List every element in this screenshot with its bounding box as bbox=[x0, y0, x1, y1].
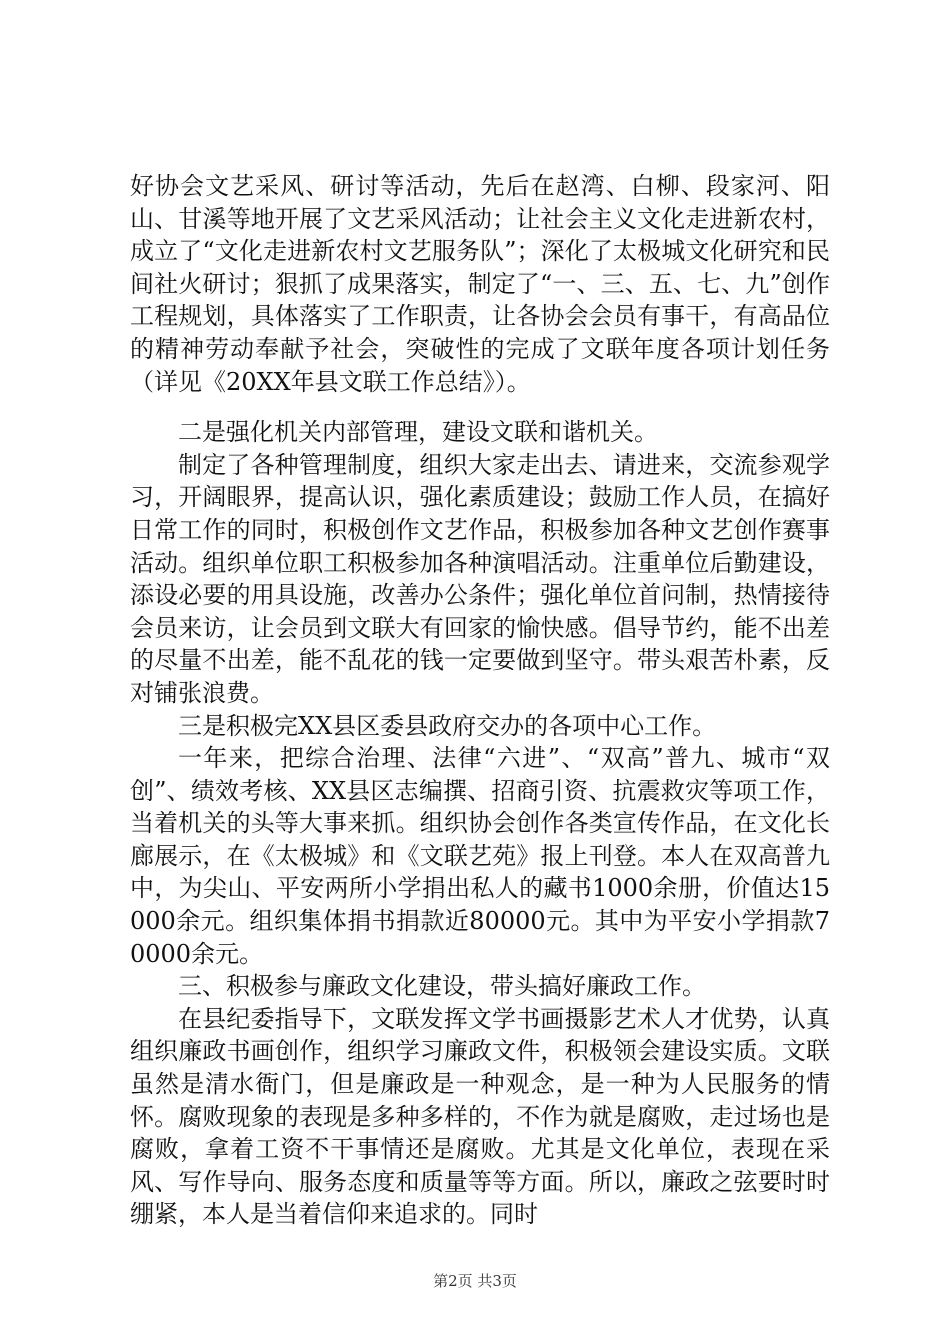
document-body bbox=[130, 170, 830, 1231]
page-number-footer: 第2页 共3页 bbox=[433, 1272, 517, 1290]
paragraph-heading-integrity: 三、积极参与廉政文化建设，带头搞好廉政工作。 bbox=[178, 972, 706, 1001]
paragraph-heading-center-work: 三是积极完XX县区委县政府交办的各项中心工作。 bbox=[178, 711, 717, 740]
paragraph-heading-management: 二是强化机关内部管理，建设文联和谐机关。 bbox=[178, 418, 658, 447]
paragraph-management: 制定了各种管理制度，组织大家走出去、请进来，交流参观学习，开阔眼界，提高认识，强化素质建设；鼓励工作人员，在搞好日常工作的同时，积极创作文艺作品，积极参加各种文艺创作赛事活动。组织单位职工积极参加各种演唱活动。注重单位后勤建设，添设必要的用具设施，改善办公条件；强化单位首问制，热情接待会员来访，让会员到文联大有回家的愉快感。倡导节约，能不出差的尽量不出差，能不乱花的钱一定要做到坚守。带头艰苦朴素，反对铺张浪费。 bbox=[130, 450, 830, 707]
paragraph-activities: 好协会文艺采风、研讨等活动，先后在赵湾、白柳、段家河、阳山、甘溪等地开展了文艺采风活动；让社会主义文化走进新农村，成立了“文化走进新农村文艺服务队”；深化了太极城文化研究和民间社火研讨；狠抓了成果落实，制定了“一、三、五、七、九”创作工程规划，具体落实了工作职责，让各协会会员有事干，有高品位的精神劳动奉献予社会，突破性的完成了文联年度各项计划任务（详见《20XX年县文联工作总结》）。 bbox=[130, 172, 830, 396]
paragraph-integrity: 在县纪委指导下，文联发挥文学书画摄影艺术人才优势，认真组织廉政书画创作，组织学习廉政文件，积极领会建设实质。文联虽然是清水衙门，但是廉政是一种观念，是一种为人民服务的情怀。腐败现象的表现是多种多样的，不作为就是腐败，走过场也是腐败，拿着工资不干事情还是腐败。尤其是文化单位，表现在采风、写作导向、服务态度和质量等等方面。所以，廉政之弦要时时绷紧，本人是当着信仰来追求的。同时 bbox=[130, 1004, 830, 1229]
paragraph-center-work: 一年来，把综合治理、法律“六进”、“双高”普九、城市“双创”、绩效考核、XX县区志编撰、招商引资、抗震救灾等项工作，当着机关的头等大事来抓。组织协会创作各类宣传作品，在文化长廊展示，在《太极城》和《文联艺苑》报上刊登。本人在双高普九中，为尖山、平安两所小学捐出私人的藏书1000余册，价值达15000余元。组织集体捐书捐款近80000元。其中为平安小学捐款70000余元。 bbox=[130, 744, 830, 968]
